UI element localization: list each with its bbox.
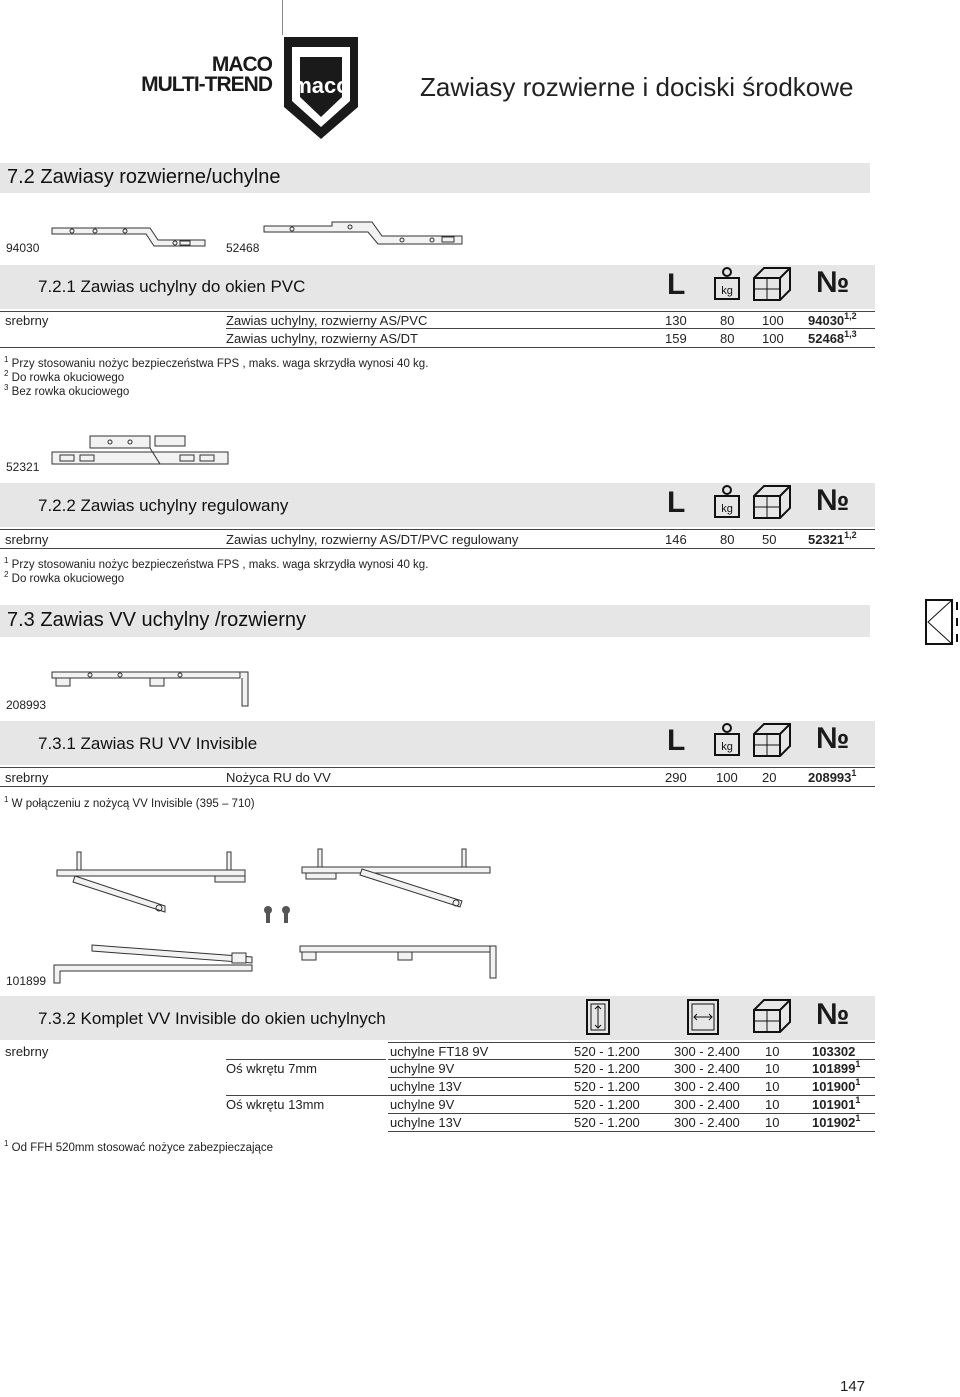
sub-7-2-2-title: 7.2.2 Zawias uchylny regulowany — [38, 496, 289, 515]
kit-base-drawing-left — [52, 935, 257, 985]
kit-quantity: 10 — [765, 1115, 780, 1130]
kit-article-code: 101901 — [812, 1097, 856, 1112]
kit-article-code-sup: 1 — [855, 1059, 861, 1069]
article-code: 52468 — [808, 331, 845, 346]
article-code: 94030 — [808, 313, 845, 328]
image-code-52468: 52468 — [226, 241, 260, 255]
kit-arm-drawing-left — [55, 848, 255, 918]
kit-range-height: 520 - 1.200 — [574, 1061, 640, 1076]
row-color: srebrny — [5, 770, 49, 785]
image-code-94030: 94030 — [6, 241, 40, 255]
row-color: srebrny — [5, 1044, 49, 1059]
hinge-52468-drawing — [262, 218, 467, 252]
kit-article-code: 101900 — [812, 1079, 856, 1094]
row-divider — [0, 767, 875, 768]
kit-quantity: 10 — [765, 1061, 780, 1076]
kit-type: uchylne FT18 9V — [390, 1044, 489, 1059]
image-code-52321: 52321 — [6, 460, 40, 474]
row-article-code — [808, 331, 857, 346]
kit-article-code-sup: 1 — [855, 1077, 861, 1087]
row-value-l: 130 — [665, 313, 687, 328]
sub-7-3-1-title: 7.3.1 Zawias RU VV Invisible — [38, 734, 258, 753]
svg-text:maco: maco — [292, 73, 350, 98]
footnote — [4, 383, 130, 398]
kit-group-label: Oś wkrętu 7mm — [226, 1061, 318, 1076]
kit-range-width: 300 - 2.400 — [674, 1097, 740, 1112]
row-value-l: 146 — [665, 532, 687, 547]
kit-arm-drawing-right — [300, 845, 495, 915]
kit-range-height: 520 - 1.200 — [574, 1079, 640, 1094]
kit-type: uchylne 9V — [390, 1061, 455, 1076]
kit-range-height: 520 - 1.200 — [574, 1097, 640, 1112]
footnote-text: Przy stosowaniu nożyc bezpieczeństwa FPS , maks. waga skrzydła wynosi 40 kg. — [11, 358, 429, 370]
row-divider — [0, 786, 875, 787]
row-value-l: 159 — [665, 331, 687, 346]
hinge-52321-drawing — [50, 432, 230, 472]
weight-kg-icon — [712, 484, 742, 520]
section-7-2-title: 7.2 Zawiasy rozwierne/uchylne — [7, 166, 281, 188]
image-code-101899: 101899 — [6, 974, 47, 988]
article-number-col-label: № — [816, 998, 850, 1031]
footnote-text: Do rowka okuciowego — [11, 372, 125, 384]
footnote-text: Od FFH 520mm stosować nożyce zabezpieczające — [11, 1142, 274, 1154]
row-divider — [388, 1113, 875, 1114]
footnote — [4, 795, 255, 810]
article-code-sup: 1 — [851, 768, 857, 778]
row-value-dim: 100 — [762, 313, 784, 328]
kit-group-label: Oś wkrętu 13mm — [226, 1097, 325, 1112]
hinge-94030-drawing — [50, 222, 210, 252]
length-col-label: L — [667, 486, 686, 519]
kit-article-code-cell — [812, 1097, 860, 1112]
kit-article-code-cell — [812, 1115, 860, 1130]
weight-kg-label: kg — [721, 503, 733, 515]
row-divider — [226, 328, 875, 329]
kit-range-width: 300 - 2.400 — [674, 1115, 740, 1130]
kit-type: uchylne 13V — [390, 1115, 462, 1130]
kit-article-code-sup: 1 — [855, 1095, 861, 1105]
cube-icon — [752, 722, 792, 758]
row-divider — [226, 1095, 875, 1096]
footnote-number: 1 — [4, 355, 9, 364]
kit-base-drawing-right — [298, 938, 503, 984]
sub-7-3-2-title: 7.3.2 Komplet VV Invisible do okien uchylnych — [38, 1009, 386, 1028]
kit-quantity: 10 — [765, 1079, 780, 1094]
footnote-number: 1 — [4, 556, 9, 565]
row-article-code — [808, 770, 856, 785]
footnote — [4, 1139, 274, 1154]
kit-range-height: 520 - 1.200 — [574, 1115, 640, 1130]
row-divider — [388, 1059, 875, 1060]
article-number-col-label: № — [816, 266, 850, 299]
weight-kg-icon — [712, 266, 742, 302]
kit-range-width: 300 - 2.400 — [674, 1079, 740, 1094]
row-value-l: 290 — [665, 770, 687, 785]
sub-7-2-1-title: 7.2.1 Zawias uchylny do okien PVC — [38, 277, 306, 296]
footnote-text: Do rowka okuciowego — [11, 573, 125, 585]
kit-article-code: 103302 — [812, 1044, 856, 1059]
section-7-3-title: 7.3 Zawias VV uchylny /rozwierny — [7, 609, 307, 631]
footnote-text: Bez rowka okuciowego — [11, 386, 130, 398]
row-description: Zawias uchylny, rozwierny AS/DT — [226, 331, 418, 346]
article-code-sup: 1,2 — [844, 530, 857, 540]
length-col-label: L — [667, 724, 686, 757]
length-col-label: L — [667, 268, 686, 301]
image-code-208993: 208993 — [6, 698, 47, 712]
page-number: 147 — [840, 1378, 866, 1395]
row-article-code — [808, 313, 857, 328]
kit-quantity: 10 — [765, 1097, 780, 1112]
row-value-dim: 50 — [762, 532, 777, 547]
footnote-number: 1 — [4, 1139, 9, 1148]
kit-article-code: 101899 — [812, 1061, 856, 1076]
article-code-sup: 1,2 — [844, 311, 857, 321]
kit-article-code-cell — [812, 1079, 860, 1094]
row-article-code — [808, 532, 857, 547]
row-divider — [0, 529, 875, 530]
tilt-window-icon — [924, 598, 960, 646]
footnote — [4, 570, 125, 585]
row-divider — [226, 1059, 386, 1060]
article-number-col-label: № — [816, 484, 850, 517]
kit-type: uchylne 13V — [390, 1079, 462, 1094]
kit-range-height: 520 - 1.200 — [574, 1044, 640, 1059]
row-color: srebrny — [5, 313, 49, 328]
weight-kg-label: kg — [721, 741, 733, 753]
weight-kg-label: kg — [721, 285, 733, 297]
article-code: 52321 — [808, 532, 845, 547]
footnote — [4, 355, 429, 370]
row-value-kg: 80 — [720, 331, 735, 346]
cube-icon — [752, 998, 792, 1034]
kit-quantity: 10 — [765, 1044, 780, 1059]
article-code: 208993 — [808, 770, 852, 785]
kit-article-code: 101902 — [812, 1115, 856, 1130]
cube-icon — [752, 484, 792, 520]
window-height-icon — [585, 998, 611, 1036]
cube-icon — [752, 266, 792, 302]
kit-article-code-sup: 1 — [855, 1113, 861, 1123]
screw-icon — [260, 905, 296, 925]
row-divider — [0, 347, 875, 348]
footnote-text: Przy stosowaniu nożyc bezpieczeństwa FPS , maks. waga skrzydła wynosi 40 kg. — [11, 559, 429, 571]
header-divider — [282, 0, 283, 35]
row-divider — [0, 311, 875, 312]
row-value-kg: 100 — [716, 770, 738, 785]
footnote-text: W połączeniu z nożycą VV Invisible (395 – 710) — [11, 798, 255, 810]
footnote-number: 2 — [4, 369, 9, 378]
row-value-kg: 80 — [720, 532, 735, 547]
row-description: Zawias uchylny, rozwierny AS/PVC — [226, 313, 428, 328]
window-width-icon — [686, 998, 720, 1036]
row-value-dim: 20 — [762, 770, 777, 785]
row-divider — [388, 1042, 875, 1043]
logo-line-2: MULTI-TREND — [141, 73, 272, 96]
row-value-dim: 100 — [762, 331, 784, 346]
kit-article-code-cell — [812, 1061, 860, 1076]
maco-logo-icon — [278, 35, 364, 141]
hinge-208993-drawing — [50, 664, 255, 712]
logo-line-1: MACO — [211, 53, 272, 76]
footnote-number: 2 — [4, 570, 9, 579]
weight-kg-icon — [712, 722, 742, 758]
kit-range-width: 300 - 2.400 — [674, 1044, 740, 1059]
row-divider — [388, 1131, 875, 1132]
row-divider — [388, 1077, 875, 1078]
row-color: srebrny — [5, 532, 49, 547]
logo-wordmark — [140, 55, 272, 95]
kit-type: uchylne 9V — [390, 1097, 455, 1112]
row-value-kg: 80 — [720, 313, 735, 328]
footnote-number: 3 — [4, 383, 9, 392]
article-code-sup: 1,3 — [844, 329, 857, 339]
footnote — [4, 369, 125, 384]
footnote-number: 1 — [4, 795, 9, 804]
row-description: Zawias uchylny, rozwierny AS/DT/PVC regulowany — [226, 532, 519, 547]
page-header-title: Zawiasy rozwierne i dociski środkowe — [420, 72, 854, 102]
footnote — [4, 556, 429, 571]
row-description: Nożyca RU do VV — [226, 770, 331, 785]
kit-range-width: 300 - 2.400 — [674, 1061, 740, 1076]
article-number-col-label: № — [816, 722, 850, 755]
row-divider — [0, 548, 875, 549]
